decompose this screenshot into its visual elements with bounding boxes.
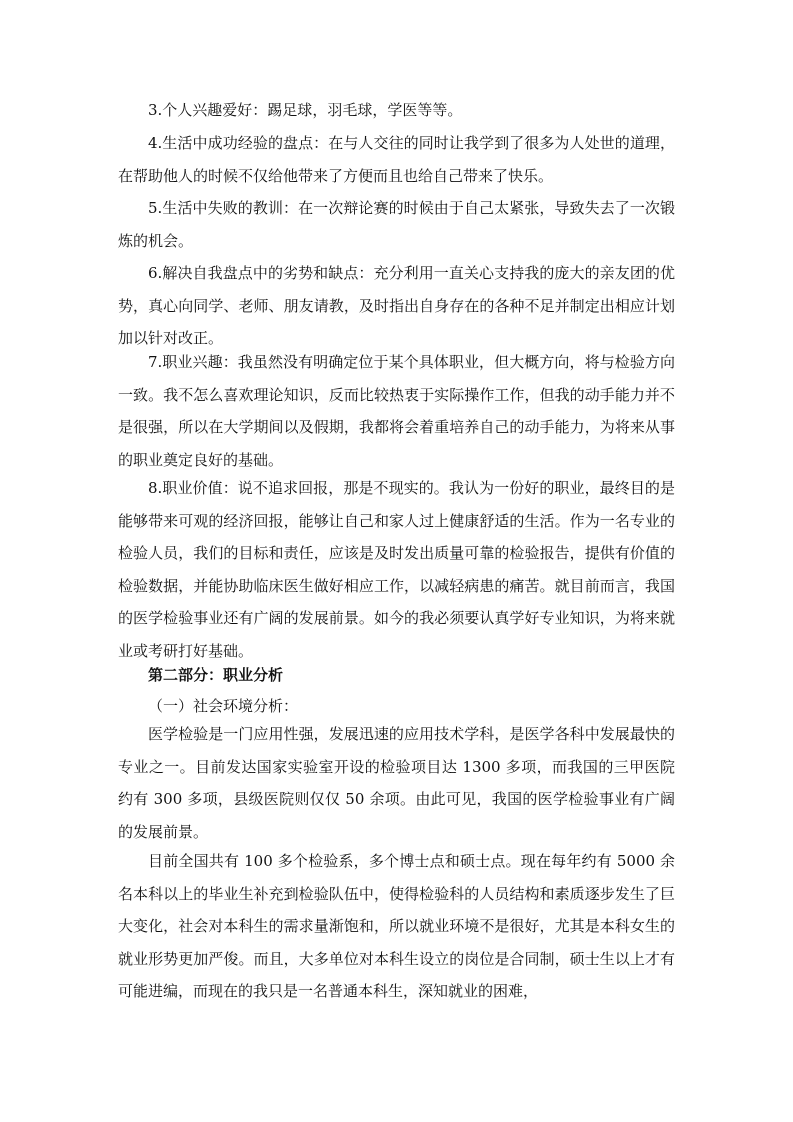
subsection-heading: （一）社会环境分析： [148, 697, 299, 715]
paragraph-career-value: 8.职业价值：说不追求回报，那是不现实的。我认为一份好的职业，最终目的是能够带来可观的经济回报，能够让自己和家人过上健康舒适的生活。作为一名专业的检验人员，我们的目标和责任，应该是及时发出质量可靠的检验报告，提供有价值的检验数据，并能协助临床医生做好相应工作，以减轻病患的痛苦。就目前而言，我国的医学检验事业还有广阔的发展前景。如今的我必须要认真学好专业知识，为将来就业或考研打好基础。 [118, 479, 675, 660]
paragraph-failure-lesson: 5.生活中失败的教训：在一次辩论赛的时候由于自己太紧张，导致失去了一次锻炼的机会。 [118, 199, 675, 250]
paragraph-employment-environment: 目前全国共有 100 多个检验系，多个博士点和硕士点。现在每年约有 5000 余名本科以上的毕业生补充到检验队伍中，使得检验科的人员结构和素质逐步发生了巨大变化，社会对本科生的需求量渐饱和，所以就业环境不是很好，尤其是本科女生的就业形势更加严俊。而且，大多单位对本科生设立的岗位是合同制，硕士生以上才有可能进编，而现在的我只是一名普通本科生，深知就业的困难， [118, 852, 675, 1000]
paragraph-personal-interests: 3.个人兴趣爱好：踢足球，羽毛球，学医等等。 [148, 101, 463, 119]
paragraph-medical-testing-overview: 医学检验是一门应用性强，发展迅速的应用技术学科，是医学各科中发展最快的专业之一。目前发达国家实验室开设的检验项目达 1300 多项，而我国的三甲医院约有 300 多项，县级医院则仅仅 50 余项。由此可见，我国的医学检验事业有广阔的发展前景。 [118, 725, 675, 841]
section-heading: 第二部分：职业分析 [148, 666, 284, 684]
paragraph-weakness-solution: 6.解决自我盘点中的劣势和缺点：充分利用一直关心支持我的庞大的亲友团的优势，真心向同学、老师、朋友请教，及时指出自身存在的各种不足并制定出相应计划加以针对改正。 [118, 264, 675, 347]
paragraph-career-interest: 7.职业兴趣：我虽然没有明确定位于某个具体职业，但大概方向，将与检验方向一致。我不怎么喜欢理论知识，反而比较热衷于实际操作工作，但我的动手能力并不是很强，所以在大学期间以及假期，我都将会着重培养自己的动手能力，为将来从事的职业奠定良好的基础。 [118, 353, 675, 469]
paragraph-success-experience: 4.生活中成功经验的盘点：在与人交往的同时让我学到了很多为人处世的道理，在帮助他人的时候不仅给他带来了方便而且也给自己带来了快乐。 [118, 134, 675, 185]
